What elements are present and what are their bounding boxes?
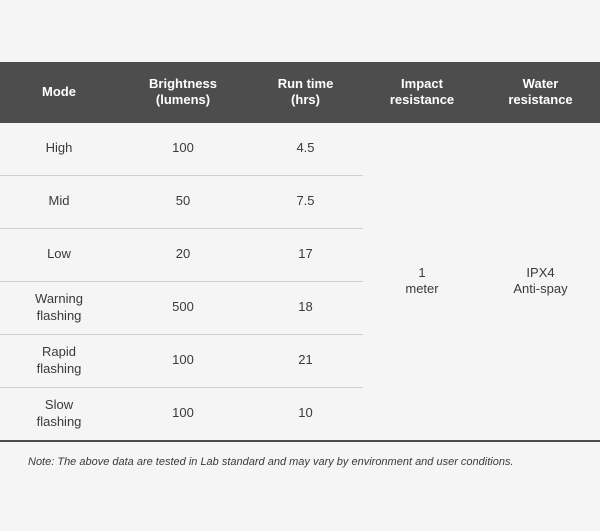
cell-runtime: 4.5: [248, 123, 363, 176]
cell-runtime: 10: [248, 387, 363, 441]
column-header-water-resistance: [481, 62, 600, 123]
cell-mode-line2: flashing: [36, 413, 82, 429]
column-header-water-line1: Water: [522, 76, 559, 91]
column-header-impact-resistance: [363, 62, 481, 123]
cell-mode-line2: flashing: [36, 360, 82, 376]
cell-brightness: 500: [118, 281, 248, 334]
cell-mode: [0, 334, 118, 387]
cell-water-line1: IPX4: [526, 264, 555, 280]
cell-water-resistance: [481, 123, 600, 441]
column-header-runtime: [248, 62, 363, 123]
cell-brightness: 100: [118, 387, 248, 441]
cell-runtime: 17: [248, 228, 363, 281]
table-header: [0, 62, 600, 123]
cell-mode-line1: Low: [47, 246, 71, 262]
cell-brightness: 50: [118, 175, 248, 228]
table-body: [0, 123, 600, 441]
cell-brightness: 20: [118, 228, 248, 281]
cell-impact-line2: meter: [405, 281, 439, 296]
cell-brightness: 100: [118, 334, 248, 387]
cell-mode: [0, 281, 118, 334]
cell-brightness: 100: [118, 123, 248, 176]
column-header-water-line2: resistance: [508, 92, 573, 108]
cell-runtime: 18: [248, 281, 363, 334]
cell-impact-line1: 1: [418, 264, 426, 280]
cell-water-line2: Anti-spay: [513, 281, 568, 296]
cell-impact-resistance: [363, 123, 481, 441]
column-header-runtime-line1: Run time: [277, 76, 334, 91]
table-footnote: Note: The above data are tested in Lab standard and may vary by environment and user conditions.: [28, 456, 514, 468]
cell-runtime: 21: [248, 334, 363, 387]
column-header-mode: [0, 62, 118, 123]
table-row: [0, 123, 600, 176]
column-header-brightness-line1: Brightness: [149, 76, 217, 91]
specification-table: [0, 62, 600, 442]
cell-mode-line1: Slow: [44, 397, 74, 413]
column-header-mode-line1: Mode: [42, 84, 76, 100]
cell-mode-line1: High: [45, 140, 73, 156]
cell-mode: [0, 175, 118, 228]
cell-mode: [0, 387, 118, 441]
column-header-brightness-line2: (lumens): [155, 92, 211, 108]
cell-mode-line1: Rapid: [42, 344, 76, 360]
cell-mode: [0, 123, 118, 176]
column-header-impact-line2: resistance: [389, 92, 455, 108]
cell-runtime: 7.5: [248, 175, 363, 228]
column-header-brightness: [118, 62, 248, 123]
cell-mode-line2: flashing: [36, 307, 82, 323]
column-header-impact-line1: Impact: [401, 76, 443, 91]
table-header-row: [0, 62, 600, 123]
cell-mode-line1: Warning: [35, 291, 83, 307]
cell-mode-line1: Mid: [48, 193, 70, 209]
column-header-runtime-line2: (hrs): [291, 92, 320, 108]
cell-mode: [0, 228, 118, 281]
